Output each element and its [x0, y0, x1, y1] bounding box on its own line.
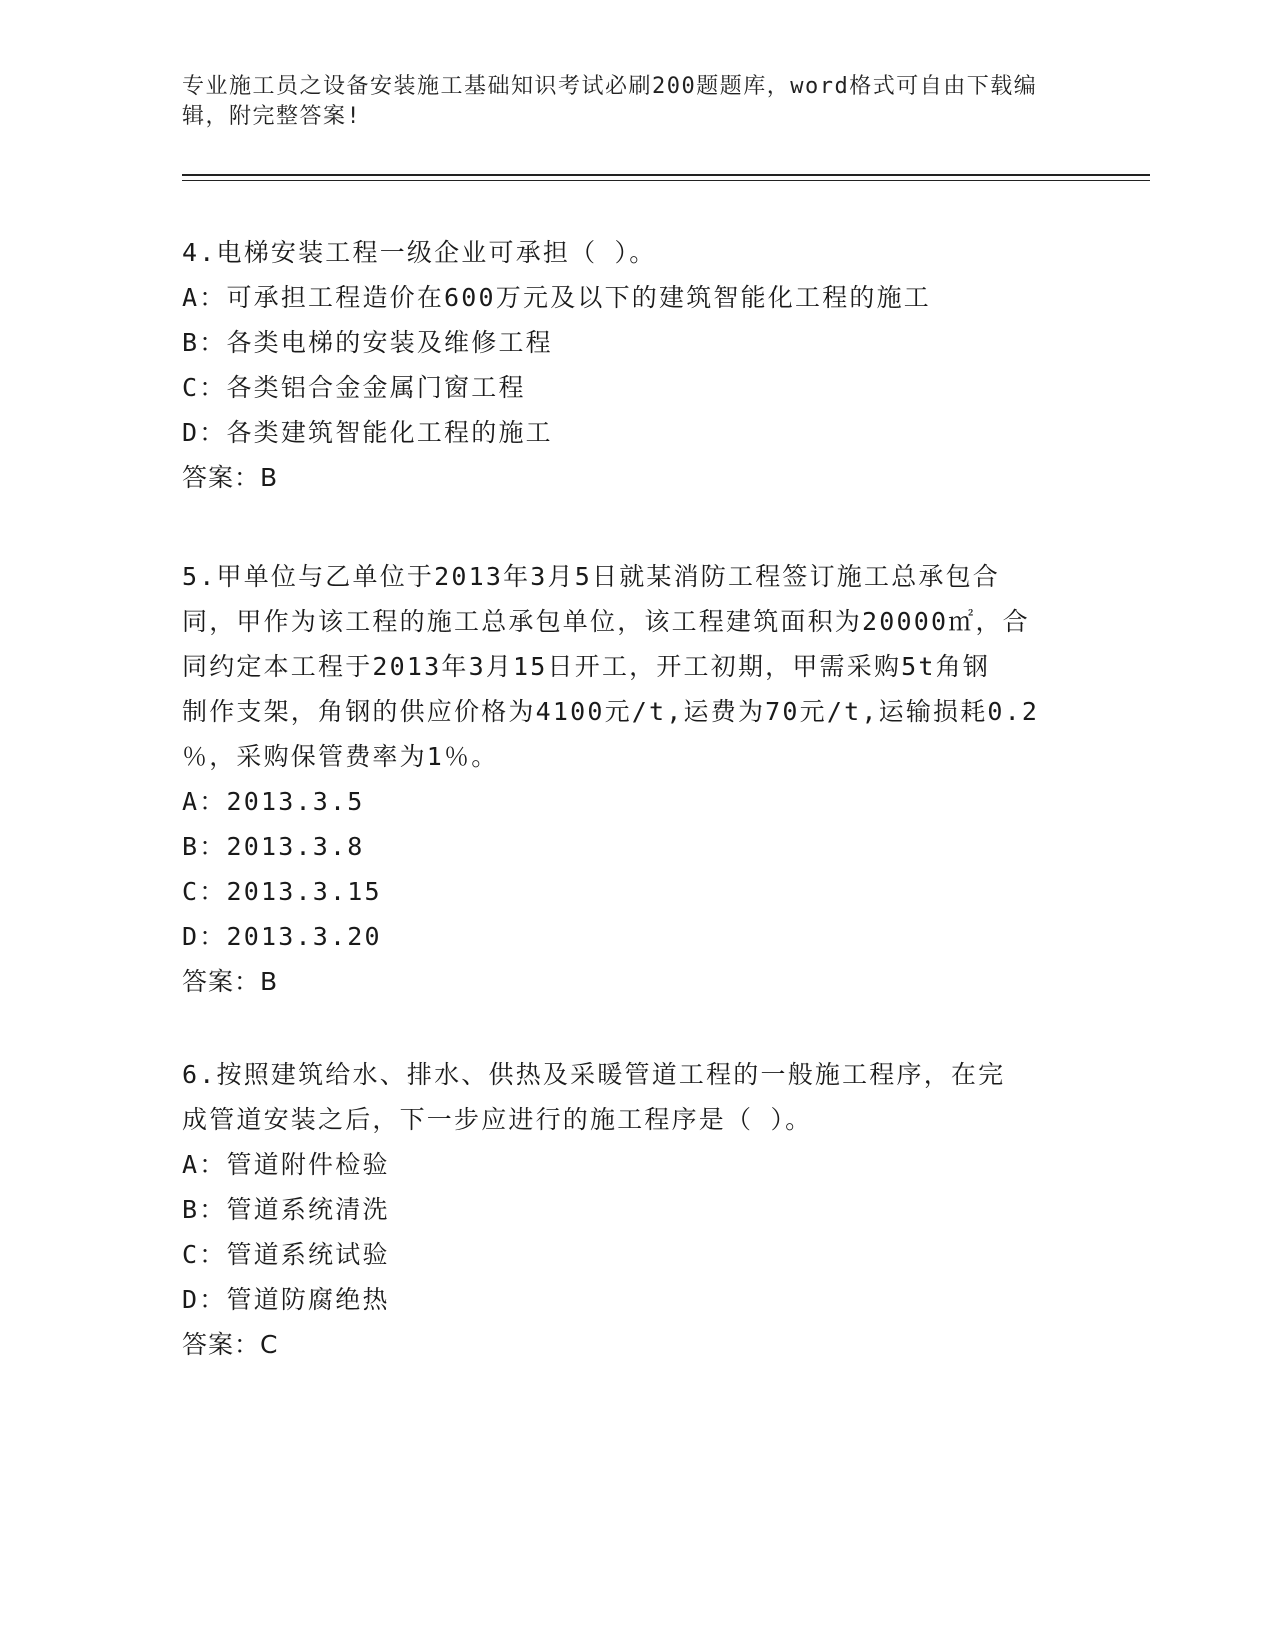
option-d: D：各类建筑智能化工程的施工: [182, 418, 553, 447]
option-c: C：2013.3.15: [182, 877, 382, 906]
question-stem: 4.电梯安装工程一级企业可承担（ ）。: [182, 238, 657, 267]
document-title: 专业施工员之设备安装施工基础知识考试必刷200题题库，word格式可自由下载编辑，附完整答案!: [182, 74, 1038, 129]
question-stem-line: ％，采购保管费率为1％。: [182, 742, 499, 771]
question-stem-line: 5.甲单位与乙单位于2013年3月5日就某消防工程签订施工总承包合: [182, 562, 1001, 591]
option-c: C：各类铝合金金属门窗工程: [182, 373, 526, 402]
answer: 答案：C: [182, 1330, 279, 1359]
option-d: D：管道防腐绝热: [182, 1285, 390, 1314]
question-stem-line: 同，甲作为该工程的施工总承包单位，该工程建筑面积为20000㎡，合: [182, 607, 1030, 636]
option-a: A：管道附件检验: [182, 1150, 390, 1179]
option-b: B：2013.3.8: [182, 832, 365, 861]
header-divider: [182, 174, 1150, 176]
option-b: B：各类电梯的安装及维修工程: [182, 328, 553, 357]
header-divider-thin: [182, 180, 1150, 181]
question-stem-line: 同约定本工程于2013年3月15日开工，开工初期，甲需采购5t角钢: [182, 652, 991, 681]
option-b: B：管道系统清洗: [182, 1195, 390, 1224]
option-c: C：管道系统试验: [182, 1240, 390, 1269]
question-6: [182, 1052, 1082, 1367]
document-header: [182, 72, 1062, 132]
option-a: A：2013.3.5: [182, 787, 365, 816]
option-a: A：可承担工程造价在600万元及以下的建筑智能化工程的施工: [182, 283, 932, 312]
question-stem-line: 成管道安装之后，下一步应进行的施工程序是（ ）。: [182, 1105, 813, 1134]
question-5: [182, 554, 1082, 1004]
answer: 答案：B: [182, 463, 279, 492]
question-4: [182, 230, 1082, 500]
question-stem-line: 6.按照建筑给水、排水、供热及采暖管道工程的一般施工程序，在完: [182, 1060, 1006, 1089]
option-d: D：2013.3.20: [182, 922, 382, 951]
question-stem-line: 制作支架，角钢的供应价格为4100元/t,运费为70元/t,运输损耗0.2: [182, 697, 1040, 726]
answer: 答案：B: [182, 967, 279, 996]
